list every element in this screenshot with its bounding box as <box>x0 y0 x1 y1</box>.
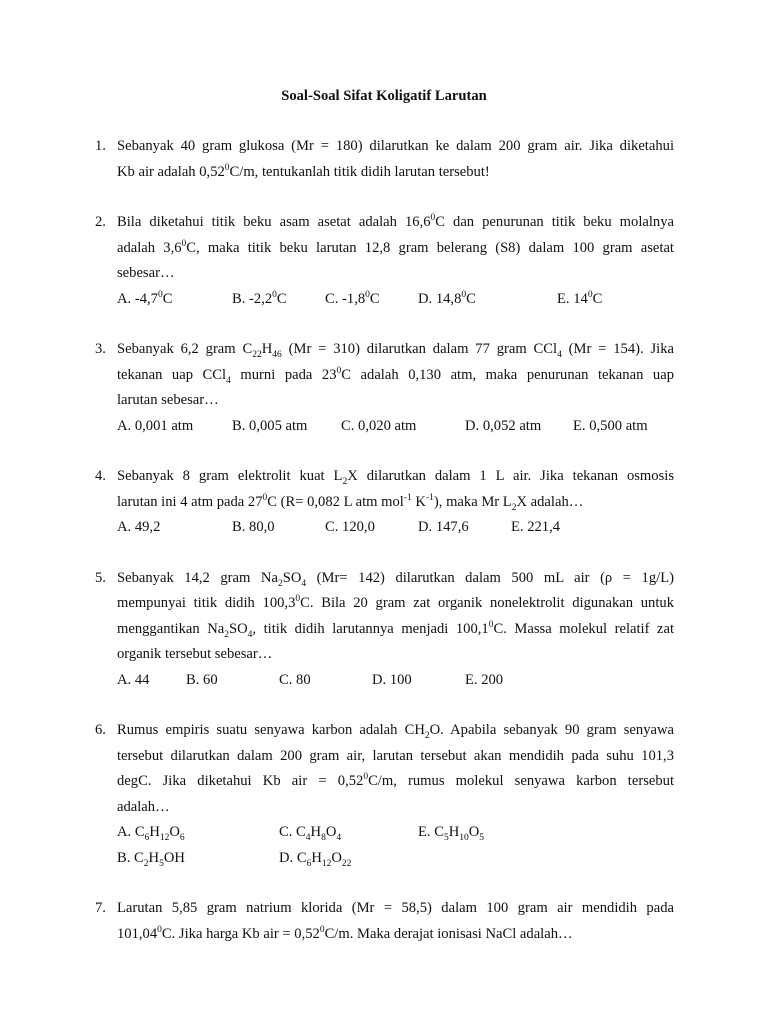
subscript: 2 <box>424 730 430 741</box>
text-run: C. Massa molekul relatif zat <box>493 620 675 637</box>
text-run: C, maka titik beku larutan 12,8 gram belerang (S8) dalam 100 gram asetat <box>186 239 674 256</box>
text-run: A. C <box>117 824 145 840</box>
text-run: Sebanyak 6,2 gram C <box>117 341 253 357</box>
text-run: O <box>325 824 337 840</box>
answer-option <box>117 287 172 313</box>
answer-option <box>232 515 275 541</box>
answer-option <box>279 668 311 694</box>
subscript: 2 <box>224 629 229 640</box>
superscript: 0 <box>295 594 301 605</box>
text-run: C. C <box>279 824 306 840</box>
question-text-line <box>117 566 674 592</box>
text-run: C. -1,8 <box>325 290 366 307</box>
question-text-line <box>117 134 674 160</box>
answer-option <box>418 820 484 846</box>
answer-option <box>511 515 560 541</box>
text-run: menggantikan Na <box>117 620 225 637</box>
subscript: 46 <box>272 349 282 360</box>
text-run: H <box>311 849 322 866</box>
text-run: Sebanyak 8 gram elektrolit kuat L <box>117 468 343 484</box>
answer-options <box>117 668 674 694</box>
subscript: 12 <box>159 832 170 843</box>
text-run: C. 120,0 <box>325 519 375 535</box>
question-item <box>95 566 674 694</box>
answer-option <box>325 515 375 541</box>
superscript: 0 <box>262 492 268 503</box>
text-run: B. 60 <box>186 671 218 688</box>
answer-option <box>279 846 351 872</box>
text-run: E. 14 <box>557 290 588 307</box>
text-run: C/m, tentukanlah titik didih larutan tersebut! <box>229 163 490 180</box>
text-run: 101,04 <box>117 925 158 942</box>
question-text-line <box>117 236 674 262</box>
question-number: 3. <box>95 341 106 357</box>
text-run: H <box>261 341 273 357</box>
question-item <box>95 464 674 541</box>
subscript: 5 <box>443 832 449 843</box>
answer-option <box>117 414 193 440</box>
superscript: 0 <box>272 289 277 300</box>
text-run: O <box>468 824 480 840</box>
subscript: 10 <box>459 832 469 843</box>
answer-options <box>117 846 674 872</box>
subscript: 4 <box>247 629 253 640</box>
answer-option <box>117 820 185 846</box>
superscript: 0 <box>488 619 494 630</box>
text-run: A. 44 <box>117 671 150 688</box>
subscript: 12 <box>321 858 332 869</box>
text-run: H <box>310 824 322 840</box>
text-run: B. C <box>117 849 144 866</box>
question-text-line <box>117 261 674 287</box>
text-run: X dilarutkan dalam 1 L air. Jika tekanan osmosis <box>347 468 674 484</box>
text-run: O <box>169 824 180 840</box>
text-run: O. Apabila sebanyak 90 gram senyawa <box>429 722 674 738</box>
text-run: C <box>466 290 476 307</box>
answer-option <box>465 414 541 440</box>
text-run: degC. Jika diketahui Kb air = 0,52 <box>117 773 364 789</box>
text-run: D. 14,8 <box>418 290 462 307</box>
question-number: 2. <box>95 214 106 230</box>
answer-options <box>117 414 674 440</box>
question-number: 4. <box>95 468 106 484</box>
subscript: 8 <box>321 832 326 843</box>
superscript: 0 <box>336 365 342 376</box>
question-number: 6. <box>95 722 106 738</box>
subscript: 22 <box>252 349 262 360</box>
text-run: A. -4,7 <box>117 290 158 307</box>
answer-option <box>186 668 218 694</box>
answer-option <box>418 287 476 313</box>
answer-option <box>279 820 341 846</box>
answer-option <box>117 668 149 694</box>
text-run: E. 221,4 <box>511 519 561 535</box>
text-run: C adalah 0,130 atm, maka penurunan tekanan uap <box>341 366 674 383</box>
answer-option <box>117 846 185 872</box>
superscript: 0 <box>157 289 163 300</box>
text-run: H <box>448 824 460 840</box>
text-run: OH <box>163 849 185 866</box>
subscript: 6 <box>179 832 185 843</box>
text-run: (Mr = 154). Jika <box>561 341 674 357</box>
superscript: 0 <box>363 772 369 783</box>
text-run: X adalah… <box>516 493 584 510</box>
subscript: 4 <box>301 578 307 589</box>
text-run: D. 147,6 <box>418 519 469 535</box>
subscript: 5 <box>479 832 485 843</box>
answer-option <box>465 668 503 694</box>
question-text-line <box>117 591 674 617</box>
subscript: 22 <box>341 858 352 869</box>
text-run: adalah 3,6 <box>117 239 182 256</box>
question-item <box>95 718 674 871</box>
subscript: 6 <box>306 858 312 869</box>
question-text-line <box>117 795 674 821</box>
superscript: 0 <box>181 238 187 249</box>
question-text-line <box>117 744 674 770</box>
question-text-line <box>117 617 674 643</box>
question-text-line <box>117 642 674 668</box>
text-run: C dan penurunan titik beku molalnya <box>435 214 674 230</box>
answer-option <box>573 414 648 440</box>
subscript: 2 <box>277 578 283 589</box>
text-run: tekanan uap CCl <box>117 366 227 383</box>
text-run: SO <box>229 620 248 637</box>
answer-options <box>117 515 674 541</box>
text-run: K <box>411 493 426 510</box>
text-run: Sebanyak 40 gram glukosa (Mr = 180) dilarutkan ke dalam 200 gram air. Jika diketahui <box>117 138 674 154</box>
subscript: 4 <box>336 832 342 843</box>
text-run: C. Bila 20 gram zat organik nonelektrolit digunakan untuk <box>300 595 674 611</box>
superscript: 0 <box>461 289 467 300</box>
superscript: 0 <box>319 924 325 935</box>
superscript: 0 <box>365 289 370 300</box>
question-number: 7. <box>95 900 106 916</box>
text-run: (Mr= 142) dilarutkan dalam 500 mL air (ρ = 1g/L) <box>306 569 674 586</box>
superscript: -1 <box>403 492 412 503</box>
text-run: E. 0,500 atm <box>573 417 648 434</box>
question-number: 1. <box>95 138 106 154</box>
text-run: E. C <box>418 824 444 840</box>
question-item <box>95 896 674 947</box>
text-run: C. 80 <box>279 671 311 688</box>
subscript: 4 <box>305 832 311 843</box>
subscript: 4 <box>557 349 562 360</box>
question-text-line <box>117 490 674 516</box>
question-text-line <box>117 922 674 948</box>
subscript: 4 <box>226 375 231 386</box>
question-item <box>95 210 674 312</box>
question-item <box>95 134 674 185</box>
text-run: SO <box>282 569 302 586</box>
text-run: larutan ini 4 atm pada 27 <box>117 493 263 510</box>
document-title: Soal-Soal Sifat Koligatif Larutan <box>281 88 487 104</box>
answer-option <box>117 515 160 541</box>
text-run: larutan sebesar… <box>117 392 219 408</box>
text-run: C (R= 0,082 L atm mol <box>267 493 404 510</box>
text-run: tersebut dilarutkan dalam 200 gram air, larutan tersebut akan mendidih pada suhu 101,3 <box>117 747 674 764</box>
answer-option <box>232 287 287 313</box>
text-run: D. 100 <box>372 671 412 688</box>
answer-options <box>117 287 674 313</box>
superscript: -1 <box>425 492 434 503</box>
superscript: 0 <box>430 213 436 224</box>
text-run: C <box>162 290 173 307</box>
question-text-line <box>117 464 674 490</box>
text-run: B. 0,005 atm <box>232 417 308 434</box>
superscript: 0 <box>587 289 593 300</box>
subscript: 2 <box>342 476 348 487</box>
question-text-line <box>117 337 674 363</box>
answer-option <box>372 668 412 694</box>
question-text-line <box>117 718 674 744</box>
answer-option <box>232 414 307 440</box>
question-text-line <box>117 363 674 389</box>
text-run: mempunyai titik didih 100,3 <box>117 595 296 611</box>
answer-option <box>418 515 469 541</box>
text-run: (Mr = 310) dilarutkan dalam 77 gram CCl <box>281 341 558 357</box>
text-run: adalah… <box>117 798 170 815</box>
answer-option <box>341 414 416 440</box>
text-run: Kb air adalah 0,52 <box>117 163 225 180</box>
subscript: 2 <box>511 502 517 513</box>
question-text-line <box>117 160 674 186</box>
text-run: , titik didih larutannya menjadi 100,1 <box>252 620 489 637</box>
text-run: H <box>149 824 160 840</box>
subscript: 5 <box>159 858 164 869</box>
question-text-line <box>117 896 674 922</box>
question-list <box>95 134 674 972</box>
text-run: Sebanyak 14,2 gram Na <box>117 569 278 586</box>
text-run: C <box>369 290 380 307</box>
text-run: Bila diketahui titik beku asam asetat adalah 16,6 <box>117 214 431 230</box>
text-run: C. 0,020 atm <box>341 417 417 434</box>
answer-option <box>557 287 602 313</box>
text-run: organik tersebut sebesar… <box>117 646 273 662</box>
question-text-line <box>117 210 674 236</box>
text-run: C <box>592 290 603 307</box>
text-run: H <box>148 849 160 866</box>
text-run: C/m. Maka derajat ionisasi NaCl adalah… <box>324 925 573 942</box>
text-run: A. 49,2 <box>117 519 161 535</box>
text-run: B. -2,2 <box>232 290 273 307</box>
subscript: 6 <box>144 832 150 843</box>
question-number: 5. <box>95 569 106 586</box>
text-run: C/m, rumus molekul senyawa karbon tersebut <box>368 773 675 789</box>
question-text-line <box>117 388 674 414</box>
superscript: 0 <box>224 162 230 173</box>
answer-options <box>117 820 674 846</box>
text-run: Rumus empiris suatu senyawa karbon adalah CH <box>117 722 425 738</box>
text-run: Larutan 5,85 gram natrium klorida (Mr = 58,5) dalam 100 gram air mendidih pada <box>117 900 674 916</box>
text-run: A. 0,001 atm <box>117 417 194 434</box>
text-run: sebesar… <box>117 265 175 281</box>
text-run: C. Jika harga Kb air = 0,52 <box>161 925 320 942</box>
text-run: E. 200 <box>465 671 504 688</box>
text-run: murni pada 23 <box>230 366 337 383</box>
text-run: D. C <box>279 849 307 866</box>
text-run: ), maka Mr L <box>433 493 512 510</box>
question-text-line <box>117 769 674 795</box>
text-run: D. 0,052 atm <box>465 417 542 434</box>
text-run: C <box>276 290 287 307</box>
text-run: B. 80,0 <box>232 519 275 535</box>
text-run: O <box>331 849 342 866</box>
question-item <box>95 337 674 439</box>
subscript: 2 <box>143 858 149 869</box>
answer-option <box>325 287 380 313</box>
superscript: 0 <box>157 924 162 935</box>
